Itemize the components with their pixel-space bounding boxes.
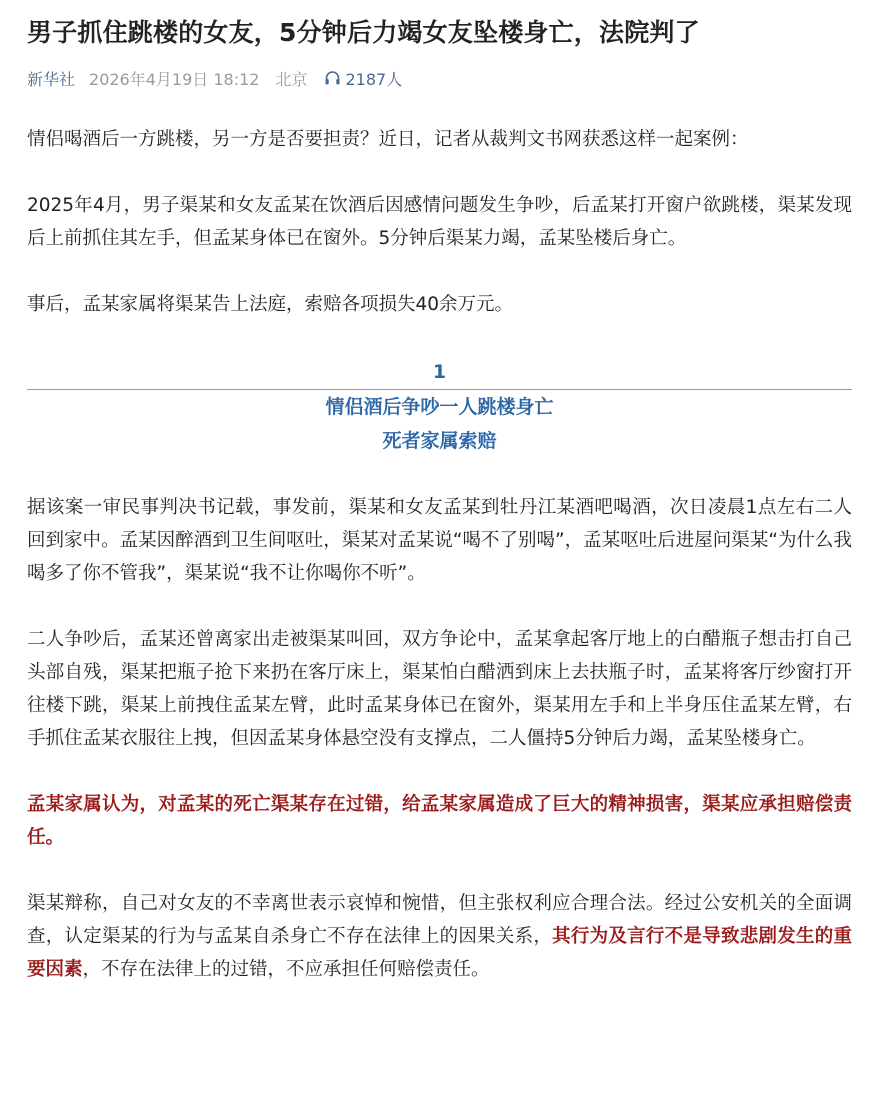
article-title: 男子抓住跳楼的女友，5分钟后力竭女友坠楼身亡，法院判了 <box>27 18 700 47</box>
headphones-icon <box>324 70 341 86</box>
paragraph-judgment-record: 据该案一审民事判决书记载，事发前，渠某和女友孟某到牡丹江某酒吧喝酒，次日凌晨1点左右二人回到家中。孟某因醉酒到卫生间呕吐，渠某对孟某说“喝不了别喝”，孟某呕吐后进屋问渠某“为什么我喝多了你不管我”，渠某说“我不让你喝你不听”。 <box>27 497 852 584</box>
listen-count: 2187人 <box>345 69 403 89</box>
section-divider <box>27 389 852 390</box>
listen-button[interactable] <box>324 67 403 90</box>
defense-text-emphasis: 其行为及言行不是导致悲剧发生的重要因素 <box>27 926 852 980</box>
paragraph-lawsuit: 事后，孟某家属将渠某告上法庭，索赔各项损失40余万元。 <box>27 294 514 315</box>
section-number: 1 <box>432 361 447 383</box>
publish-datetime: 2026年4月19日 18:12 <box>89 69 260 89</box>
defense-text-start: 渠某辩称，自己对女友的不幸离世表示哀悼和惋惜，但主张权利应合理合法。经过公安机关的全面调查，认定渠某的行为与孟某自杀身亡不存在法律上的因果关系， <box>27 893 852 947</box>
paragraph-argument: 二人争吵后，孟某还曾离家出走被渠某叫回，双方争论中，孟某拿起客厅地上的白醋瓶子想击打自己头部自残，渠某把瓶子抢下来扔在客厅床上，渠某怕白醋洒到床上去扶瓶子时，孟某将客厅纱窗打开往楼下跳，渠某上前拽住孟某左臂，此时孟某身体已在窗外，渠某用左手和上半身压住孟某左臂，右手抓住孟某衣服往上拽，但因孟某身体悬空没有支撑点，二人僵持5分钟后力竭，孟某坠楼身亡。 <box>27 629 852 749</box>
defense-text-end: ，不存在法律上的过错，不应承担任何赔偿责任。 <box>82 959 490 980</box>
section-title-line2: 死者家属索赔 <box>382 430 497 452</box>
paragraph-intro: 情侣喝酒后一方跳楼，另一方是否要担责？近日，记者从裁判文书网获悉这样一起案例： <box>27 129 749 150</box>
section-title-line1: 情侣酒后争吵一人跳楼身亡 <box>325 396 554 418</box>
publish-location: 北京 <box>275 69 308 89</box>
paragraph-family-claim: 孟某家属认为，对孟某的死亡渠某存在过错，给孟某家属造成了巨大的精神损害，渠某应承担赔偿责任。 <box>27 794 852 848</box>
section-heading-1 <box>27 361 852 458</box>
article-meta <box>27 63 852 93</box>
paragraph-incident: 2025年4月，男子渠某和女友孟某在饮酒后因感情问题发生争吵，后孟某打开窗户欲跳楼，渠某发现后上前抓住其左手，但孟某身体已在窗外。5分钟后渠某力竭，孟某坠楼后身亡。 <box>27 195 852 249</box>
source-link[interactable]: 新华社 <box>27 69 76 89</box>
paragraph-defense <box>27 887 852 986</box>
